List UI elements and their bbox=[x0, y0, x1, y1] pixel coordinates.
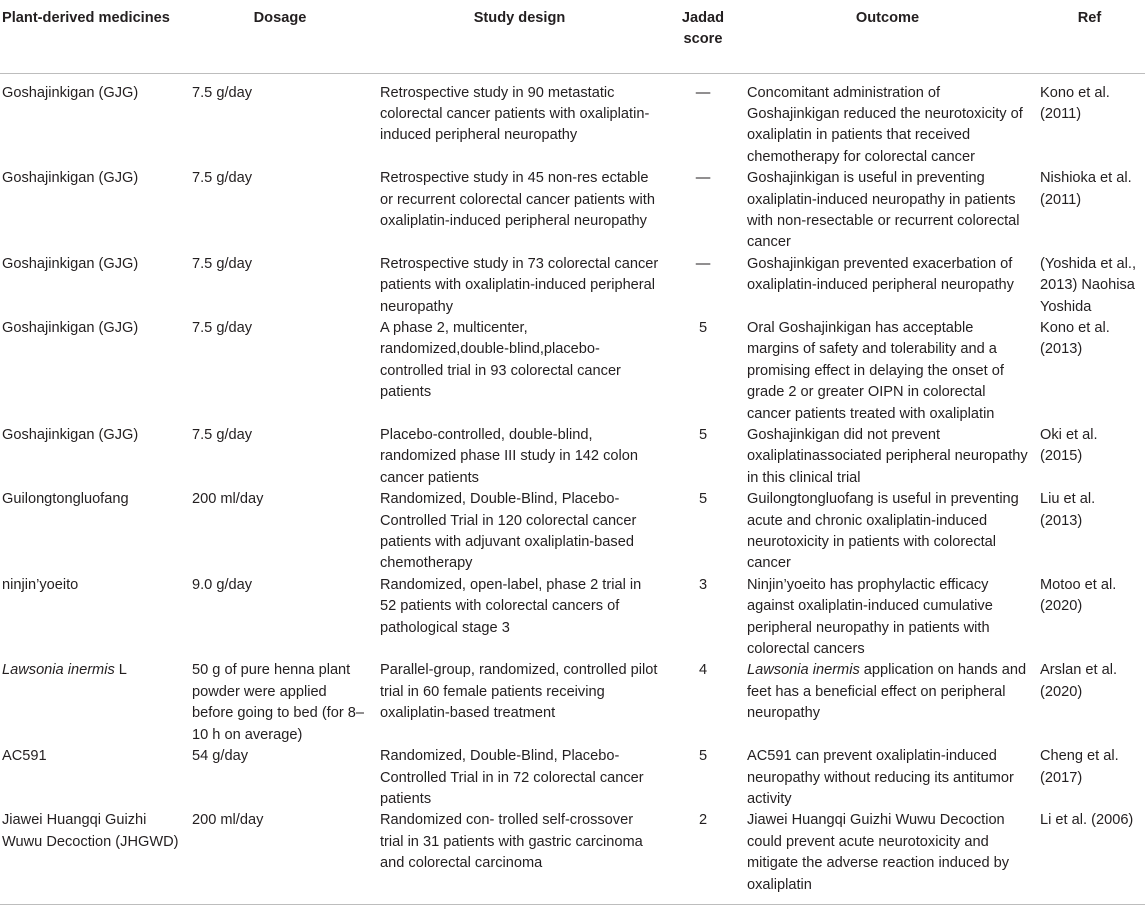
cell-ref: Kono et al. (2011) bbox=[1040, 84, 1110, 122]
cell-jadad: 3 bbox=[698, 576, 708, 593]
cell-dosage: 9.0 g/day bbox=[192, 576, 253, 593]
cell-design: Retrospective study in 73 colorectal cancer patients with oxaliplatin-induced peripheral neuropathy bbox=[380, 255, 659, 315]
cell-design: Retrospective study in 90 metastatic colorectal cancer patients with oxaliplatin-induced peripheral neuropathy bbox=[380, 84, 650, 144]
cell-dosage: 7.5 g/day bbox=[192, 319, 253, 336]
cell-ref: Arslan et al. (2020) bbox=[1040, 662, 1118, 700]
header-outcome: Outcome bbox=[741, 0, 1034, 73]
cell-medicine: Goshajinkigan (GJG) bbox=[2, 170, 139, 187]
cell-dosage: 50 g of pure henna plant powder were applied before going to bed (for 8–10 h on average) bbox=[192, 662, 365, 743]
cell-outcome: Oral Goshajinkigan has acceptable margins of safety and tolerability and a promising effect in delaying the onset of grade 2 or greater OIPN in colorectal cancer patients treated with oxaliplatin bbox=[747, 319, 1004, 422]
cell-outcome: Guilongtongluofang is useful in preventing acute and chronic oxaliplatin-induced neurotoxicity in patients with colorectal cancer bbox=[747, 491, 1019, 572]
cell-dosage: 7.5 g/day bbox=[192, 170, 253, 187]
cell-jadad: 5 bbox=[698, 427, 708, 443]
cell-medicine-rest: L bbox=[114, 662, 127, 679]
cell-outcome: AC591 can prevent oxaliplatin-induced neuropathy without reducing its antitumor activity bbox=[747, 748, 1014, 807]
cell-medicine: Goshajinkigan (GJG) bbox=[2, 427, 139, 443]
cell-design: Randomized, Double-Blind, Placebo-Controlled Trial in 120 colorectal cancer patients with adjuvant oxaliplatin-based chemotherapy bbox=[380, 491, 637, 572]
cell-jadad: 5 bbox=[698, 748, 708, 765]
cell-design: Randomized, open-label, phase 2 trial in 52 patients with colorectal cancers of pathological stage 3 bbox=[380, 576, 642, 636]
cell-outcome: Concomitant administration of Goshajinkigan reduced the neurotoxicity of oxaliplatin in patients that received chemotherapy for colorectal cancer bbox=[747, 84, 1023, 165]
table-header-row bbox=[0, 0, 1145, 73]
table-row bbox=[0, 318, 1145, 425]
cell-dosage: 7.5 g/day bbox=[192, 84, 253, 101]
cell-jadad: 2 bbox=[665, 810, 741, 904]
cell-outcome: Goshajinkigan prevented exacerbation of oxaliplatin-induced peripheral neuropathy bbox=[747, 255, 1014, 294]
table-row bbox=[0, 660, 1145, 746]
table-row bbox=[0, 810, 1145, 904]
header-medicines: Plant-derived medicines bbox=[0, 0, 186, 73]
cell-medicine: ninjin’yoeito bbox=[2, 576, 79, 593]
header-ref: Ref bbox=[1034, 0, 1145, 73]
cell-medicine: Guilongtongluofang bbox=[2, 491, 129, 508]
cell-outcome: Ninjin’yoeito has prophylactic efficacy against oxaliplatin-induced cumulative peripheral neuropathy in patients with colorectal cancers bbox=[747, 576, 993, 658]
table-row bbox=[0, 168, 1145, 254]
cell-medicine: Goshajinkigan (GJG) bbox=[2, 84, 139, 101]
cell-ref: Li et al. (2006) bbox=[1034, 810, 1145, 904]
cell-jadad: 5 bbox=[698, 491, 708, 508]
cell-dosage: 7.5 g/day bbox=[192, 427, 253, 443]
cell-outcome-rest: application on hands and feet has a beneficial effect on peripheral neuropathy bbox=[747, 662, 1027, 722]
header-dosage: Dosage bbox=[186, 0, 374, 73]
cell-design: Placebo-controlled, double-blind, randomized phase III study in 142 colon cancer patients bbox=[380, 427, 638, 486]
cell-design: Randomized, Double-Blind, Placebo-Controlled Trial in in 72 colorectal cancer patients bbox=[380, 748, 644, 807]
cell-outcome-italic: Lawsonia inermis bbox=[747, 662, 860, 679]
cell-outcome: Goshajinkigan is useful in preventing oxaliplatin-induced neuropathy in patients with non-resectable or recurrent colorectal cancer bbox=[747, 170, 1020, 251]
cell-outcome: Goshajinkigan did not prevent oxaliplatinassociated peripheral neuropathy in this clinical trial bbox=[747, 427, 1028, 486]
cell-outcome: Jiawei Huangqi Guizhi Wuwu Decoction could prevent acute neurotoxicity and mitigate the adverse reaction induced by oxaliplatin bbox=[741, 810, 1034, 904]
cell-dosage: 200 ml/day bbox=[192, 491, 264, 508]
table-row bbox=[0, 254, 1145, 318]
cell-medicine: Goshajinkigan (GJG) bbox=[2, 319, 139, 336]
cell-ref: Cheng et al. (2017) bbox=[1040, 748, 1119, 786]
cell-medicine bbox=[0, 660, 186, 746]
cell-design: Retrospective study in 45 non-res ectable or recurrent colorectal cancer patients with oxaliplatin-induced peripheral neuropathy bbox=[380, 170, 655, 229]
cell-ref: Oki et al. (2015) bbox=[1040, 427, 1098, 465]
cell-jadad: 4 bbox=[698, 662, 708, 679]
table-row bbox=[0, 489, 1145, 575]
cell-jadad: — bbox=[695, 170, 711, 187]
cell-medicine: AC591 bbox=[2, 748, 47, 765]
table-row bbox=[0, 575, 1145, 661]
cell-dosage: 7.5 g/day bbox=[192, 255, 253, 272]
header-jadad-score: Jadad score bbox=[665, 0, 741, 73]
cell-ref: Nishioka et al. (2011) bbox=[1040, 170, 1132, 208]
header-study-design: Study design bbox=[374, 0, 665, 73]
cell-jadad: — bbox=[695, 84, 711, 101]
cell-ref: Kono et al. (2013) bbox=[1040, 319, 1110, 358]
cell-medicine-italic: Lawsonia inermis bbox=[2, 662, 115, 679]
cell-ref: (Yoshida et al., 2013) Naohisa Yoshida bbox=[1040, 255, 1137, 315]
table-row bbox=[0, 425, 1145, 489]
table-row bbox=[0, 746, 1145, 810]
table-row bbox=[0, 73, 1145, 168]
cell-medicine: Goshajinkigan (GJG) bbox=[2, 255, 139, 272]
cell-ref: Motoo et al. (2020) bbox=[1040, 576, 1117, 615]
cell-outcome bbox=[741, 660, 1034, 746]
cell-ref: Liu et al. (2013) bbox=[1040, 491, 1096, 529]
cell-medicine: Jiawei Huangqi Guizhi Wuwu Decoction (JHGWD) bbox=[0, 810, 186, 904]
cell-design: A phase 2, multicenter, randomized,double-blind,placebo-controlled trial in 93 colorectal cancer patients bbox=[380, 319, 621, 401]
cell-dosage: 54 g/day bbox=[192, 748, 248, 765]
cell-jadad: 5 bbox=[698, 319, 708, 336]
cell-design: Parallel-group, randomized, controlled pilot trial in 60 female patients receiving oxaliplatin-based treatment bbox=[380, 662, 658, 722]
cell-design: Randomized con- trolled self-crossover trial in 31 patients with gastric carcinoma and colorectal carcinoma bbox=[374, 810, 665, 904]
cell-dosage: 200 ml/day bbox=[186, 810, 374, 904]
cell-jadad: — bbox=[695, 255, 711, 272]
